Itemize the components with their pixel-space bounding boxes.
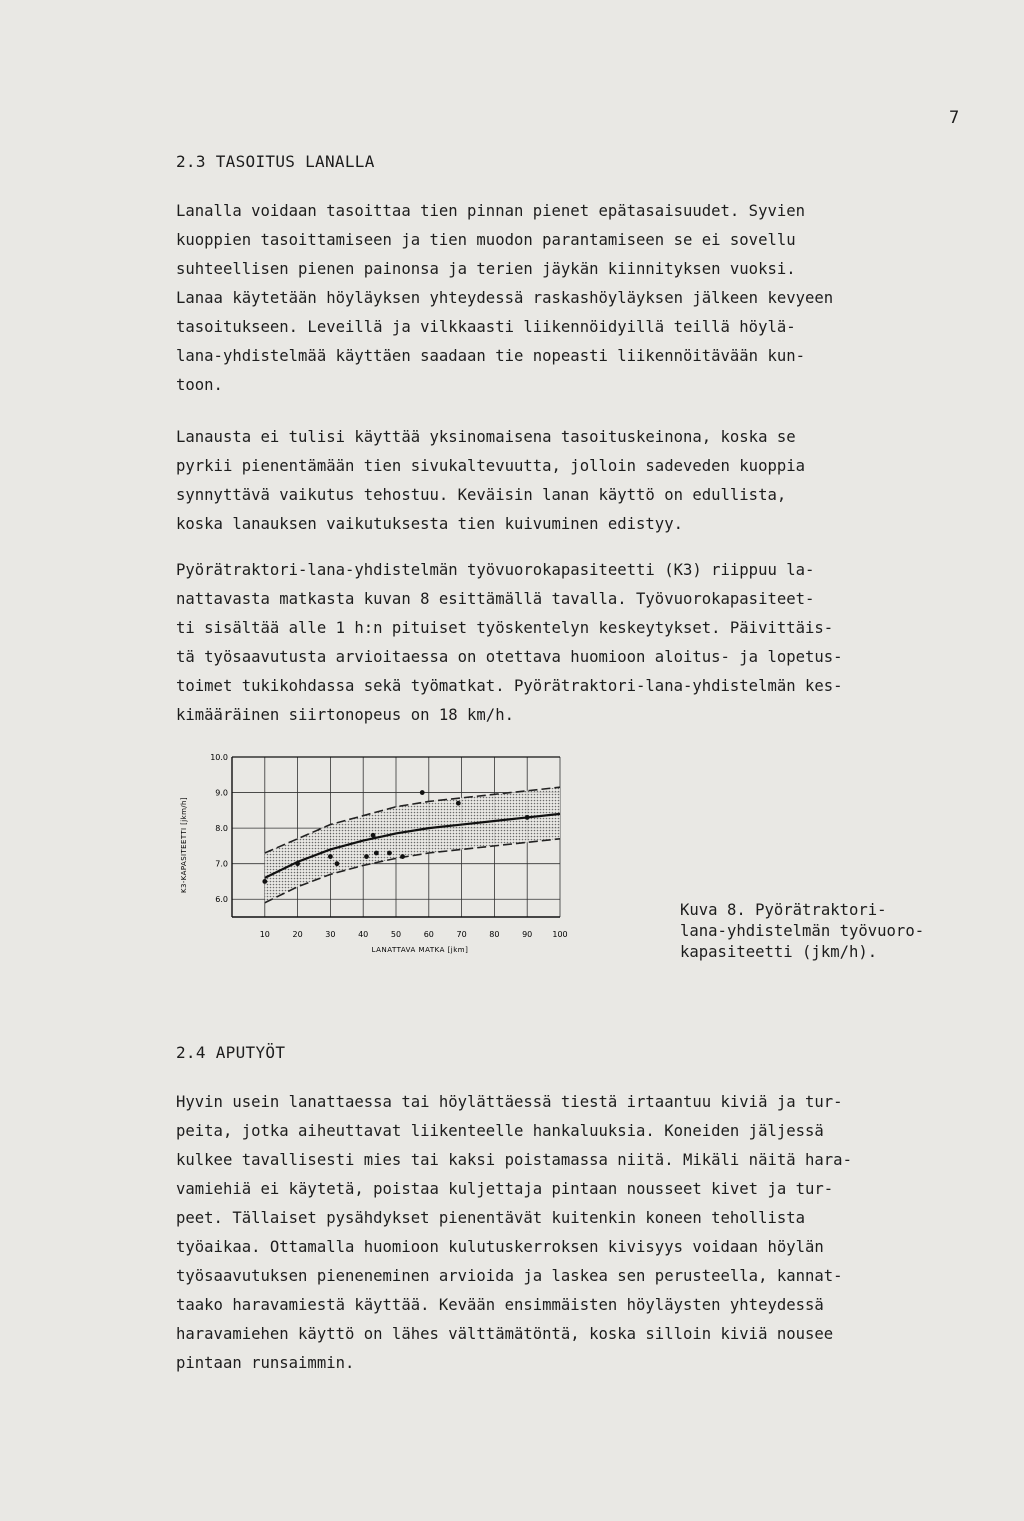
text-line: peita, jotka aiheuttavat liikenteelle hankaluuksia. Koneiden jäljessä (176, 1122, 824, 1140)
text-line: suhteellisen pienen painonsa ja terien jäykän kiinnityksen vuoksi. (176, 260, 796, 278)
text-line: haravamiehen käyttö on lähes välttämätöntä, koska silloin kiviä nousee (176, 1325, 834, 1343)
x-tick-label: 100 (552, 930, 568, 939)
y-tick-label: 7.0 (215, 859, 228, 869)
figure-8-chart (170, 745, 590, 975)
paragraph-2-3-3 (176, 556, 966, 730)
x-tick-label: 40 (358, 930, 369, 939)
text-line: ti sisältää alle 1 h:n pituiset työskentelyn keskeytykset. Päivittäis- (176, 619, 834, 637)
x-tick-label: 70 (456, 930, 467, 939)
data-point (420, 790, 425, 795)
data-point (387, 851, 392, 856)
x-tick-label: 20 (292, 930, 303, 939)
paragraph-2-3-1 (176, 197, 966, 400)
data-point (328, 854, 333, 859)
x-tick-label: 50 (390, 930, 402, 939)
data-point (456, 801, 461, 806)
data-point (525, 815, 530, 820)
capacity-chart (170, 745, 590, 975)
section-heading-2-3: 2.3 TASOITUS LANALLA (176, 152, 375, 171)
x-tick-label: 30 (325, 930, 336, 939)
caption-line: Kuva 8. Pyörätraktori- (680, 901, 887, 919)
caption-line: lana-yhdistelmän työvuoro- (680, 922, 925, 940)
text-line: Lanalla voidaan tasoittaa tien pinnan pienet epätasaisuudet. Syvien (176, 202, 806, 220)
text-line: työaikaa. Ottamalla huomioon kulutuskerroksen kivisyys voidaan höylän (176, 1238, 824, 1256)
text-line: tasoitukseen. Leveillä ja vilkkaasti liikennöidyillä teillä höylä- (176, 318, 796, 336)
data-point (400, 854, 405, 859)
page-number: 7 (949, 108, 960, 128)
text-line: Lanaa käytetään höyläyksen yhteydessä raskashöyläyksen jälkeen kevyeen (176, 289, 834, 307)
text-line: työsaavutuksen pieneneminen arvioida ja laskea sen perusteella, kannat- (176, 1267, 843, 1285)
text-line: pyrkii pienentämään tien sivukaltevuutta, jolloin sadeveden kuoppia (176, 457, 806, 475)
text-line: Hyvin usein lanattaessa tai höylättäessä tiestä irtaantuu kiviä ja tur- (176, 1093, 843, 1111)
data-point (371, 833, 376, 838)
text-line: lana-yhdistelmää käyttäen saadaan tie nopeasti liikennöitävään kun- (176, 347, 806, 365)
text-line: kulkee tavallisesti mies tai kaksi poistamassa niitä. Mikäli näitä hara- (176, 1151, 852, 1169)
paragraph-2-3-2 (176, 423, 966, 539)
y-tick-label: 8.0 (215, 824, 228, 834)
text-line: synnyttävä vaikutus tehostuu. Keväisin lanan käyttö on edullista, (176, 486, 787, 504)
text-line: kuoppien tasoittamiseen ja tien muodon parantamiseen se ei sovellu (176, 231, 796, 249)
figure-caption (680, 900, 924, 963)
x-axis-label: LANATTAVA MATKA [jkm] (371, 946, 469, 954)
y-axis-label: K3-KAPASITEETTI [jkm/h] (180, 796, 188, 894)
paragraph-2-4-1 (176, 1088, 966, 1378)
data-point (364, 854, 369, 859)
y-tick-label: 6.0 (215, 895, 228, 905)
data-point (374, 851, 379, 856)
y-tick-label: 9.0 (215, 788, 228, 798)
text-line: pintaan runsaimmin. (176, 1354, 355, 1372)
data-point (295, 861, 300, 866)
text-line: vamiehiä ei käytetä, poistaa kuljettaja pintaan nousseet kivet ja tur- (176, 1180, 834, 1198)
text-line: Lanausta ei tulisi käyttää yksinomaisena tasoituskeinona, koska se (176, 428, 796, 446)
text-line: taako haravamiestä käyttää. Kevään ensimmäisten höyläysten yhteydessä (176, 1296, 824, 1314)
section-heading-2-4: 2.4 APUTYÖT (176, 1043, 286, 1062)
text-line: tä työsaavutusta arvioitaessa on otettava huomioon aloitus- ja lopetus- (176, 648, 843, 666)
x-tick-label: 10 (259, 930, 270, 939)
text-line: toon. (176, 376, 223, 394)
text-line: toimet tukikohdassa sekä työmatkat. Pyörätraktori-lana-yhdistelmän kes- (176, 677, 843, 695)
text-line: koska lanauksen vaikutuksesta tien kuivuminen edistyy. (176, 515, 683, 533)
text-line: Pyörätraktori-lana-yhdistelmän työvuorokapasiteetti (K3) riippuu la- (176, 561, 815, 579)
text-line: nattavasta matkasta kuvan 8 esittämällä tavalla. Työvuorokapasiteet- (176, 590, 815, 608)
x-tick-label: 90 (522, 930, 533, 939)
text-line: peet. Tällaiset pysähdykset pienentävät kuitenkin koneen tehollista (176, 1209, 806, 1227)
x-tick-label: 80 (489, 930, 500, 939)
y-tick-label: 10.0 (210, 753, 228, 762)
caption-line: kapasiteetti (jkm/h). (680, 943, 878, 961)
text-line: kimääräinen siirtonopeus on 18 km/h. (176, 706, 514, 724)
data-point (335, 861, 340, 866)
data-point (262, 879, 267, 884)
x-tick-label: 60 (423, 930, 434, 939)
